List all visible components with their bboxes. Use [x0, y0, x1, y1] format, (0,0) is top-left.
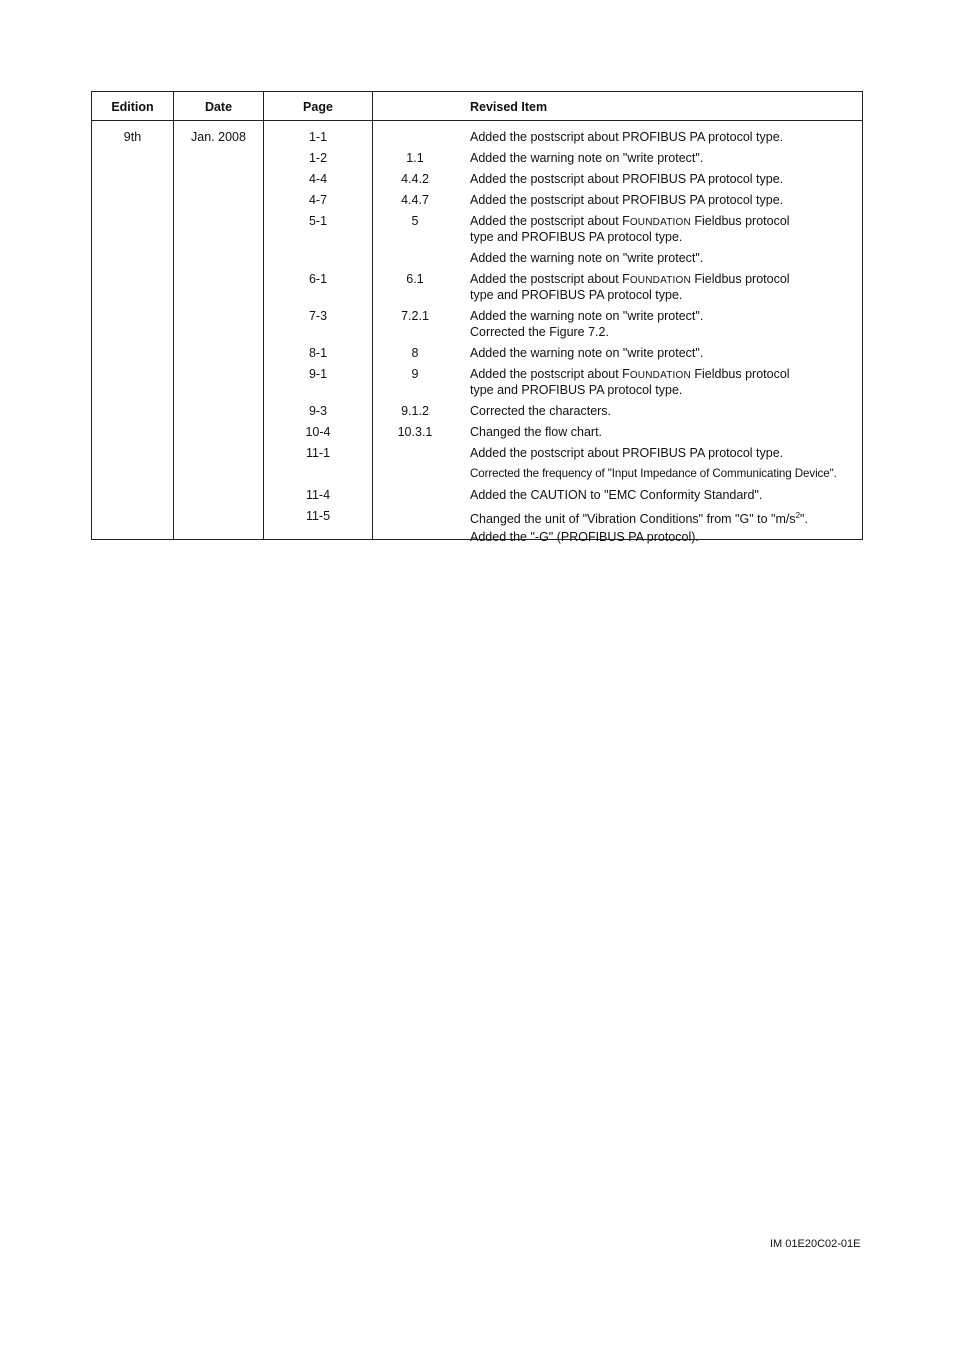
date-value: Jan. 2008	[191, 130, 246, 144]
row-revised-item: Corrected the frequency of "Input Impedance of Communicating Device".	[470, 467, 837, 480]
row-page: 8-1	[308, 346, 328, 360]
row-section: 8	[411, 346, 419, 360]
header-page: Page	[303, 100, 333, 114]
row-revised-item: Added the postscript about PROFIBUS PA protocol type.	[470, 193, 784, 207]
header-edition: Edition	[111, 100, 154, 114]
row-revised-item: Added the postscript about FOUNDATION Fieldbus protocol	[470, 272, 790, 286]
row-section: 5	[411, 214, 419, 228]
row-page: 4-4	[308, 172, 328, 186]
row-section: 7.2.1	[401, 309, 429, 323]
row-page: 11-4	[305, 488, 331, 502]
row-page: 6-1	[308, 272, 328, 286]
column-divider	[173, 92, 174, 539]
row-revised-item: type and PROFIBUS PA protocol type.	[470, 230, 683, 244]
row-revised-item: Added the warning note on "write protect".	[470, 151, 704, 165]
row-page: 11-5	[305, 509, 331, 523]
row-revised-item: Added the postscript about FOUNDATION Fieldbus protocol	[470, 214, 790, 228]
document-number: IM 01E20C02-01E	[770, 1238, 861, 1250]
row-section: 1.1	[406, 151, 424, 165]
row-revised-item: Added the warning note on "write protect".	[470, 309, 704, 323]
row-section: 6.1	[406, 272, 424, 286]
row-revised-item: Added the postscript about FOUNDATION Fieldbus protocol	[470, 367, 790, 381]
row-page: 11-1	[305, 446, 331, 460]
row-section: 4.4.2	[401, 172, 429, 186]
row-revised-item: type and PROFIBUS PA protocol type.	[470, 288, 683, 302]
header-date: Date	[204, 100, 233, 114]
row-revised-item: type and PROFIBUS PA protocol type.	[470, 383, 683, 397]
row-page: 4-7	[308, 193, 328, 207]
row-revised-item: Corrected the characters.	[470, 404, 612, 418]
row-revised-item: Added the postscript about PROFIBUS PA protocol type.	[470, 446, 784, 460]
row-revised-item: Corrected the Figure 7.2.	[470, 325, 609, 339]
row-revised-item: Added the warning note on "write protect".	[470, 346, 704, 360]
row-page: 9-3	[308, 404, 328, 418]
row-page: 10-4	[305, 425, 331, 439]
row-page: 9-1	[308, 367, 328, 381]
edition-value: 9th	[123, 130, 142, 144]
row-page: 5-1	[308, 214, 328, 228]
row-revised-item: Changed the flow chart.	[470, 425, 603, 439]
header-revised-item: Revised Item	[470, 100, 548, 114]
row-revised-item: Added the CAUTION to "EMC Conformity Standard".	[470, 488, 763, 502]
row-section: 4.4.7	[401, 193, 429, 207]
row-revised-item: Added the "-G" (PROFIBUS PA protocol).	[470, 530, 699, 544]
row-page: 7-3	[308, 309, 328, 323]
row-section: 9	[411, 367, 419, 381]
row-revised-item: Changed the unit of "Vibration Conditions" from "G" to "$m/s^2$".	[470, 511, 808, 527]
row-section: 10.3.1	[397, 425, 433, 439]
revision-table	[91, 91, 863, 544]
row-revised-item: Added the postscript about PROFIBUS PA protocol type.	[470, 130, 784, 144]
row-section: 9.1.2	[401, 404, 429, 418]
table-header	[92, 92, 862, 121]
row-page: 1-2	[308, 151, 328, 165]
row-page: 1-1	[308, 130, 328, 144]
row-revised-item: Added the warning note on "write protect".	[470, 251, 704, 265]
row-revised-item: Added the postscript about PROFIBUS PA protocol type.	[470, 172, 784, 186]
